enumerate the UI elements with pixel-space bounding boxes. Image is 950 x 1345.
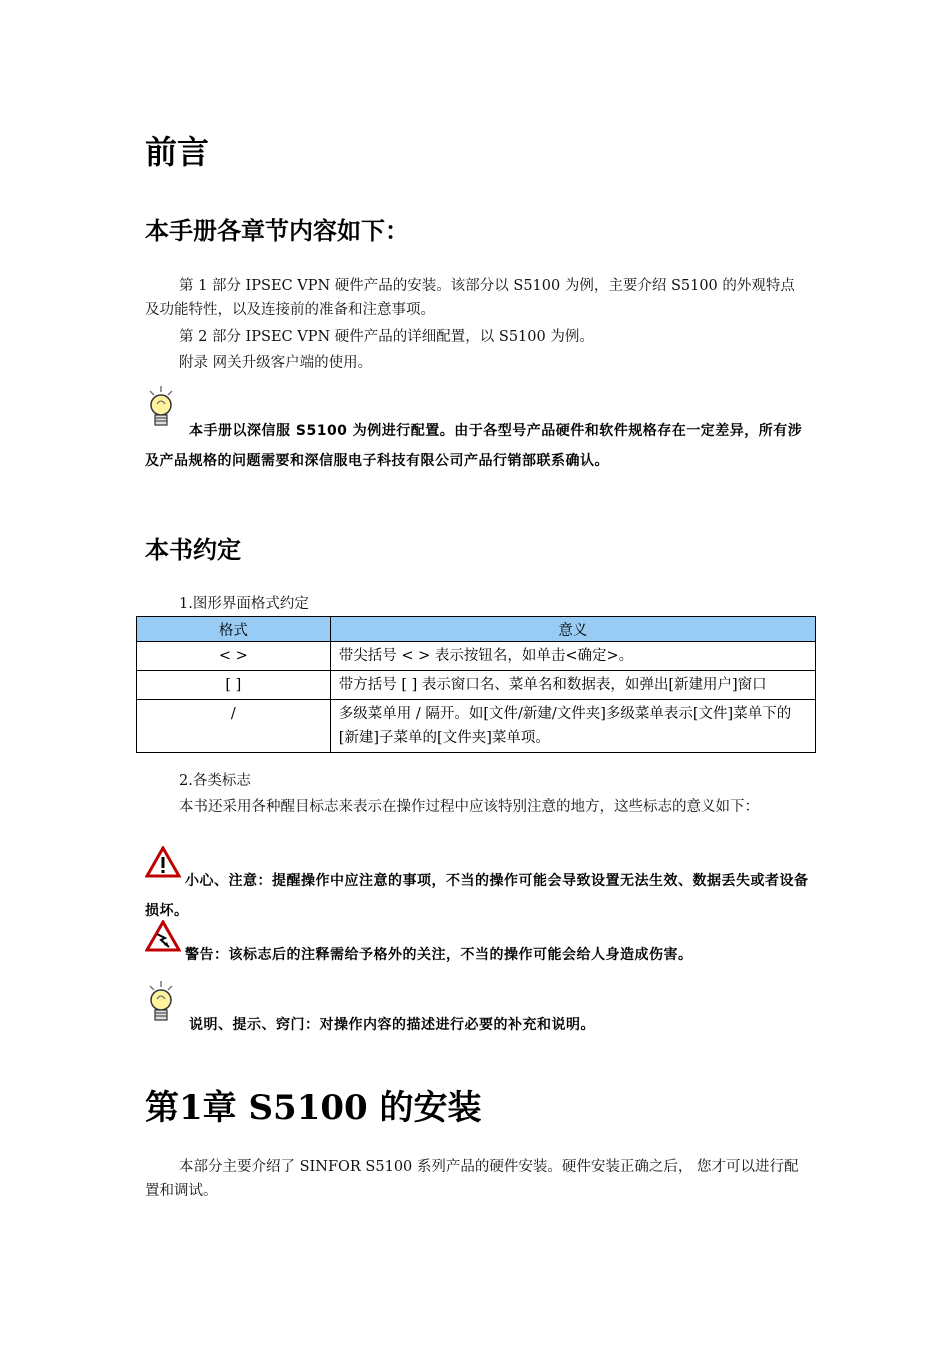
conventions-title: 本书约定 xyxy=(145,536,241,564)
chapter1-title: 第1章 S5100 的安装 xyxy=(145,1088,482,1128)
appendix-paragraph: 附录 网关升级客户端的使用。 xyxy=(179,355,373,371)
table-cell-format: / xyxy=(137,700,331,753)
preface-title: 前言 xyxy=(145,133,210,171)
conventions-table xyxy=(136,616,816,753)
gui-format-label: 1.图形界面格式约定 xyxy=(179,596,309,612)
part1-paragraph: 第 1 部分 IPSEC VPN 硬件产品的安装。该部分以 S5100 为例，主要介绍 S5100 的外观特点及功能特性，以及连接前的准备和注意事项。 xyxy=(145,278,795,318)
chapters-heading: 本手册各章节内容如下： xyxy=(145,217,409,245)
table-cell-meaning: 多级菜单用 / 隔开。如[文件/新建/文件夹]多级菜单表示[文件]菜单下的[新建]子菜单的[文件夹]菜单项。 xyxy=(330,700,815,753)
table-cell-meaning: 带方括号 [ ] 表示窗口名、菜单名和数据表，如弹出[新建用户]窗口 xyxy=(330,671,815,700)
lightbulb-icon xyxy=(145,980,179,1028)
table-cell-format: [ ] xyxy=(137,671,331,700)
electric-warning-icon xyxy=(145,920,181,952)
signs-intro: 本书还采用各种醒目标志来表示在操作过程中应该特别注意的地方，这些标志的意义如下： xyxy=(179,799,759,815)
table-header: 意义 xyxy=(330,617,815,642)
table-cell-meaning: 带尖括号 < > 表示按钮名，如单击<确定>。 xyxy=(330,642,815,671)
caution-note: 小心、注意：提醒操作中应注意的事项，不当的操作可能会导致设置无法生效、数据丢失或者设备损坏。 xyxy=(145,873,809,919)
signs-label: 2.各类标志 xyxy=(179,773,251,789)
table-row xyxy=(137,700,816,753)
tip-explanation-note: 说明、提示、窍门：对操作内容的描述进行必要的补充和说明。 xyxy=(189,1017,595,1033)
part2-paragraph: 第 2 部分 IPSEC VPN 硬件产品的详细配置，以 S5100 为例。 xyxy=(179,329,594,345)
table-row xyxy=(137,671,816,700)
tip-note: 本手册以深信服 S5100 为例进行配置。由于各型号产品硬件和软件规格存在一定差异，所有涉及产品规格的问题需要和深信服电子科技有限公司产品行销部联系确认。 xyxy=(145,423,803,469)
table-cell-format: < > xyxy=(137,642,331,671)
table-header-row xyxy=(137,617,816,642)
table-row xyxy=(137,642,816,671)
table-header: 格式 xyxy=(137,617,331,642)
chapter1-intro: 本部分主要介绍了 SINFOR S5100 系列产品的硬件安装。硬件安装正确之后， 您才可以进行配置和调试。 xyxy=(145,1159,799,1199)
warning-note: 警告：该标志后的注释需给予格外的关注，不当的操作可能会给人身造成伤害。 xyxy=(185,947,693,963)
